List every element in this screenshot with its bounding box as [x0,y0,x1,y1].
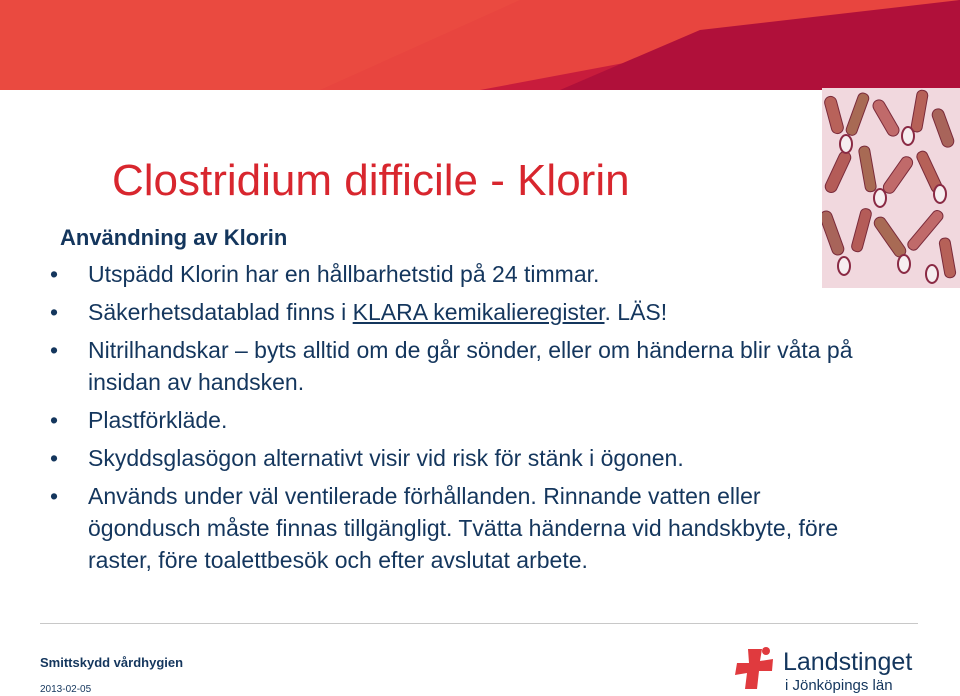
slide-title: Clostridium difficile - Klorin [112,156,630,205]
logo-subtitle: i Jönköpings län [785,677,893,694]
klara-register-link[interactable]: KLARA kemikalieregister [352,299,605,325]
bullet-text: Utspädd Klorin har en hållbarhetstid på 24 timmar. [88,261,600,287]
footer-divider [40,623,918,624]
red-cross-figure-icon [733,645,779,691]
bullet-text: Nitrilhandskar – byts alltid om de går sönder, eller om händerna blir våta på insidan av handsken. [88,337,853,395]
bullet-item [48,258,868,290]
header-banner [0,0,960,90]
bullet-item [48,480,868,576]
bullet-list [48,258,868,582]
logo-name: Landstinget [783,648,913,676]
bullet-item [48,442,868,474]
bullet-text: Används under väl ventilerade förhållanden. Rinnande vatten eller ögondusch måste finnas tillgängligt. Tvätta händerna vid handskbyte, före raster, före toalettbesök och efter avslutat arbete. [88,483,839,573]
bullet-item [48,404,868,436]
section-heading: Användning av Klorin [60,225,288,250]
bullet-item [48,334,868,398]
footer-department: Smittskydd vårdhygien [40,655,184,670]
bullet-text: Plastförkläde. [88,407,228,433]
footer-date: 2013-02-05 [40,684,92,695]
bullet-text: Skyddsglasögon alternativt visir vid risk för stänk i ögonen. [88,445,684,471]
bullet-text: . LÄS! [604,299,668,325]
bullet-text: Säkerhetsdatablad finns i [88,299,353,325]
bullet-item [48,296,868,328]
